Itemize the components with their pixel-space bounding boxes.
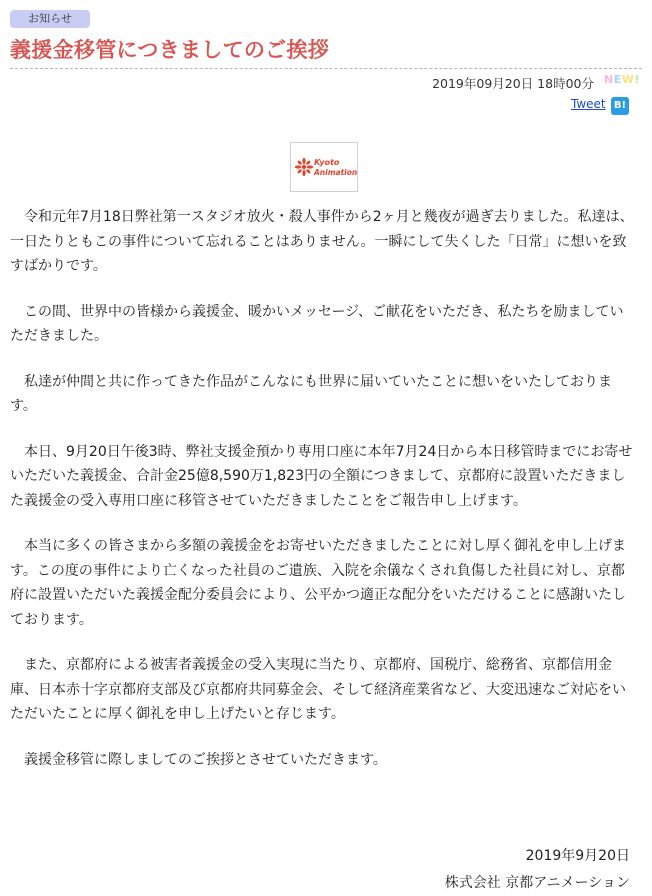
new-badge-letter: ! (634, 73, 640, 86)
new-badge-letter: N (604, 73, 614, 86)
logo-text-line1: Kyoto (314, 158, 340, 167)
logo-text-line2: Animation (314, 168, 357, 177)
signature-date: 2019年9月20日 (525, 848, 630, 864)
body-paragraph: 本当に多くの皆さまから多額の義援金をお寄せいただきましたことに対し厚く御礼を申し上げます。この度の事件により亡くなった社員のご遺族、入院を余儀なくされ負傷した社員に対し、京都府に設置いただいた義援金配分委員会により、公平かつ適正な配分をいただけることに感謝いたしております。 (10, 538, 626, 628)
tweet-link[interactable]: Tweet (571, 97, 606, 111)
hatena-bookmark-button[interactable]: B! (611, 97, 629, 115)
post-datetime: 2019年09月20日 18時00分 (432, 76, 594, 91)
new-badge-letter: E (613, 73, 622, 86)
body-paragraph: 令和元年7月18日弊社第一スタジオ放火・殺人事件から2ヶ月と幾夜が過ぎ去りました。私達は、一日たりともこの事件について忘れることはありません。一瞬にして失くした「日常」に想いを致すばかりです。 (10, 209, 634, 274)
announcement-body (10, 205, 634, 793)
new-badge-letter: W (621, 73, 635, 86)
body-paragraph: また、京都府による被害者義援金の受入実現に当たり、京都府、国税庁、総務省、京都信用金庫、日本赤十字京都府支部及び京都府共同募金会、そして経済産業省など、大変迅速なご対応をいただいたことに厚く御礼を申し上げたいと存じます。 (10, 657, 626, 722)
notice-category-badge: お知らせ (10, 10, 90, 28)
body-paragraph: 私達が仲間と共に作ってきた作品がこんなにも世界に届いていたことに想いをいたしております。 (10, 373, 612, 414)
kyoto-animation-logo-icon (291, 143, 357, 191)
page-title: 義援金移管につきましてのご挨拶 (10, 38, 330, 62)
signature-company: 株式会社 京都アニメーション (444, 875, 630, 891)
title-divider (10, 68, 642, 69)
body-paragraph: この間、世界中の皆様から義援金、暖かいメッセージ、ご献花をいただき、私たちを励ましていただきました。 (10, 303, 624, 344)
kyoto-animation-logo (290, 142, 358, 192)
new-badge (604, 73, 640, 86)
body-paragraph: 義援金移管に際しましてのご挨拶とさせていただきます。 (24, 751, 387, 768)
body-paragraph: 本日、9月20日午後3時、弊社支援金預かり専用口座に本年7月24日から本日移管時までにお寄せいただいた義援金、合計金25億8,590万1,823円の全額につきまして、京都府に設置いただきました義援金の受入専用口座に移管させていただきましたことをご報告申し上げます。 (10, 443, 633, 509)
